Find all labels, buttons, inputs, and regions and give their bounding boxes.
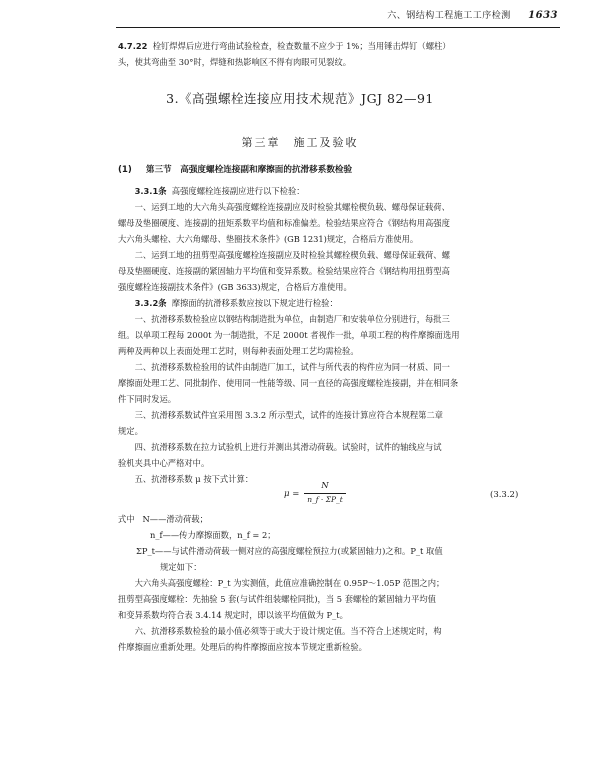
paragraph-line: 一、抗滑移系数检验应以钢结构制造批为单位，由制造厂和安装单位分别进行，每批三 <box>134 314 450 324</box>
intro-clause-no: 4.7.22 <box>118 41 148 51</box>
section-title: 第三节 高强度螺栓连接副和摩擦面的抗滑移系数检验 <box>145 165 353 175</box>
intro-clause <box>118 38 570 70</box>
tail-text <box>118 575 570 655</box>
formula-numerator: N <box>321 481 329 491</box>
paragraph-line: 二、运到工地的扭剪型高强度螺栓连接副应及时检验其螺栓楔负载、螺母保证载荷、螺 <box>134 250 450 260</box>
paragraph-line: 强度螺栓连接副技术条件》(GB 3633)规定，合格后方准使用。 <box>118 282 352 292</box>
paragraph-line: 螺母及垫圈硬度、连接副的扭矩系数平均值和标准偏差。检验结果应符合《钢结构用高强度 <box>118 218 450 228</box>
paragraph-line: 五、抗滑移系数 μ 按下式计算： <box>134 474 254 484</box>
paragraph-line: 四、抗滑移系数在拉力试验机上进行并测出其滑动荷载。试验时，试件的轴线应与试 <box>134 442 442 452</box>
clause-id: 3.3.1条 <box>134 186 167 196</box>
where-line: 规定如下： <box>160 562 202 572</box>
standard-title: 3.《高强螺栓连接应用技术规范》JGJ 82—91 <box>166 91 434 106</box>
intro-line-2: 头，使其弯曲至 30°时，焊缝和热影响区不得有肉眼可见裂纹。 <box>118 57 352 67</box>
section-heading <box>118 163 352 175</box>
paragraph-line: 大六角头高强度螺栓：P_t 为实测值，此值应准确控制在 0.95P～1.05P 范围之内； <box>134 578 445 588</box>
where-line: ΣP_t——与试件滑动荷载一侧对应的高强度螺栓预拉力(或紧固轴力)之和。P_t 取值 <box>136 546 443 556</box>
paragraph-line: 件摩擦面应重新处理。处理后的构件摩擦面应按本节规定重新检验。 <box>118 642 367 652</box>
section-mark: (1) <box>118 165 132 175</box>
clause-3-3-1 <box>118 183 570 487</box>
paragraph-line: 摩擦面处理工艺、同批制作、使用同一性能等级、同一直径的高强度螺栓连接副，并在相同条 <box>118 378 459 388</box>
formula-lhs: μ = <box>284 489 300 499</box>
header-rule <box>116 27 560 28</box>
paragraph-line: 三、抗滑移系数试件宜采用图 3.3.2 所示型式，试件的连接计算应符合本规程第二章 <box>134 410 444 420</box>
paragraph-line: 验机夹具中心严格对中。 <box>118 458 210 468</box>
formula-denominator: n_f · ΣP_t <box>307 495 343 504</box>
paragraph-line: 件下同时发运。 <box>118 394 177 404</box>
equation-number: (3.3.2) <box>490 490 519 500</box>
intro-line-1: 4.7.22 栓钉焊焊后应进行弯曲试验检查，检查数量不应少于 1%；当用锤击焊钉（螺柱） <box>118 41 451 51</box>
running-title: 六、钢结构工程施工工序检测 <box>387 11 511 21</box>
paragraph-line: 扭剪型高强度螺栓：先抽验 5 套(与试件组装螺栓同批)，当 5 套螺栓的紧固轴力平均值 <box>118 594 436 604</box>
paragraph-line: 一、运到工地的大六角头高强度螺栓连接副应及时检验其螺栓楔负载、螺母保证载荷、 <box>134 202 450 212</box>
chapter-title: 第三章 施工及验收 <box>241 136 359 149</box>
where-block <box>118 511 570 575</box>
paragraph-line: 组。以单项工程每 2000t 为一制造批，不足 2000t 者视作一批，单项工程的构件摩擦面选用 <box>118 330 460 340</box>
where-line: 式中 N——滑动荷载； <box>118 514 208 524</box>
paragraph-line: 和变异系数均符合表 3.4.14 规定时，即以该平均值做为 P_t。 <box>118 610 348 620</box>
where-label: 式中 <box>118 514 135 524</box>
clause-id: 3.3.2条 <box>134 298 167 308</box>
running-header <box>387 8 558 21</box>
paragraph-line: 六、抗滑移系数检验的最小值必须等于或大于设计规定值。当不符合上述规定时，构 <box>134 626 442 636</box>
clause-line: 3.3.1条 高强度螺栓连接副应进行以下检验： <box>134 186 305 196</box>
paragraph-line: 两种及两种以上表面处理工艺时，则每种表面处理工艺均需检验。 <box>118 346 359 356</box>
page-number: 1633 <box>528 10 558 21</box>
paragraph-line: 二、抗滑移系数检验用的试件由制造厂加工，试件与所代表的构件应为同一材质、同一 <box>134 362 450 372</box>
fraction-bar <box>304 493 346 494</box>
paragraph-line: 母及垫圈硬度、连接副的紧固轴力平均值和变异系数。检验结果应符合《钢结构用扭剪型高 <box>118 266 450 276</box>
where-line: n_f——传力摩擦面数，n_f = 2； <box>150 530 276 540</box>
paragraph-line: 规定。 <box>118 426 143 436</box>
clause-line: 3.3.2条 摩擦面的抗滑移系数应按以下规定进行检验： <box>134 298 338 308</box>
paragraph-line: 大六角头螺栓、大六角螺母、垫圈技术条件》(GB 1231)规定，合格后方准使用。 <box>118 234 419 244</box>
